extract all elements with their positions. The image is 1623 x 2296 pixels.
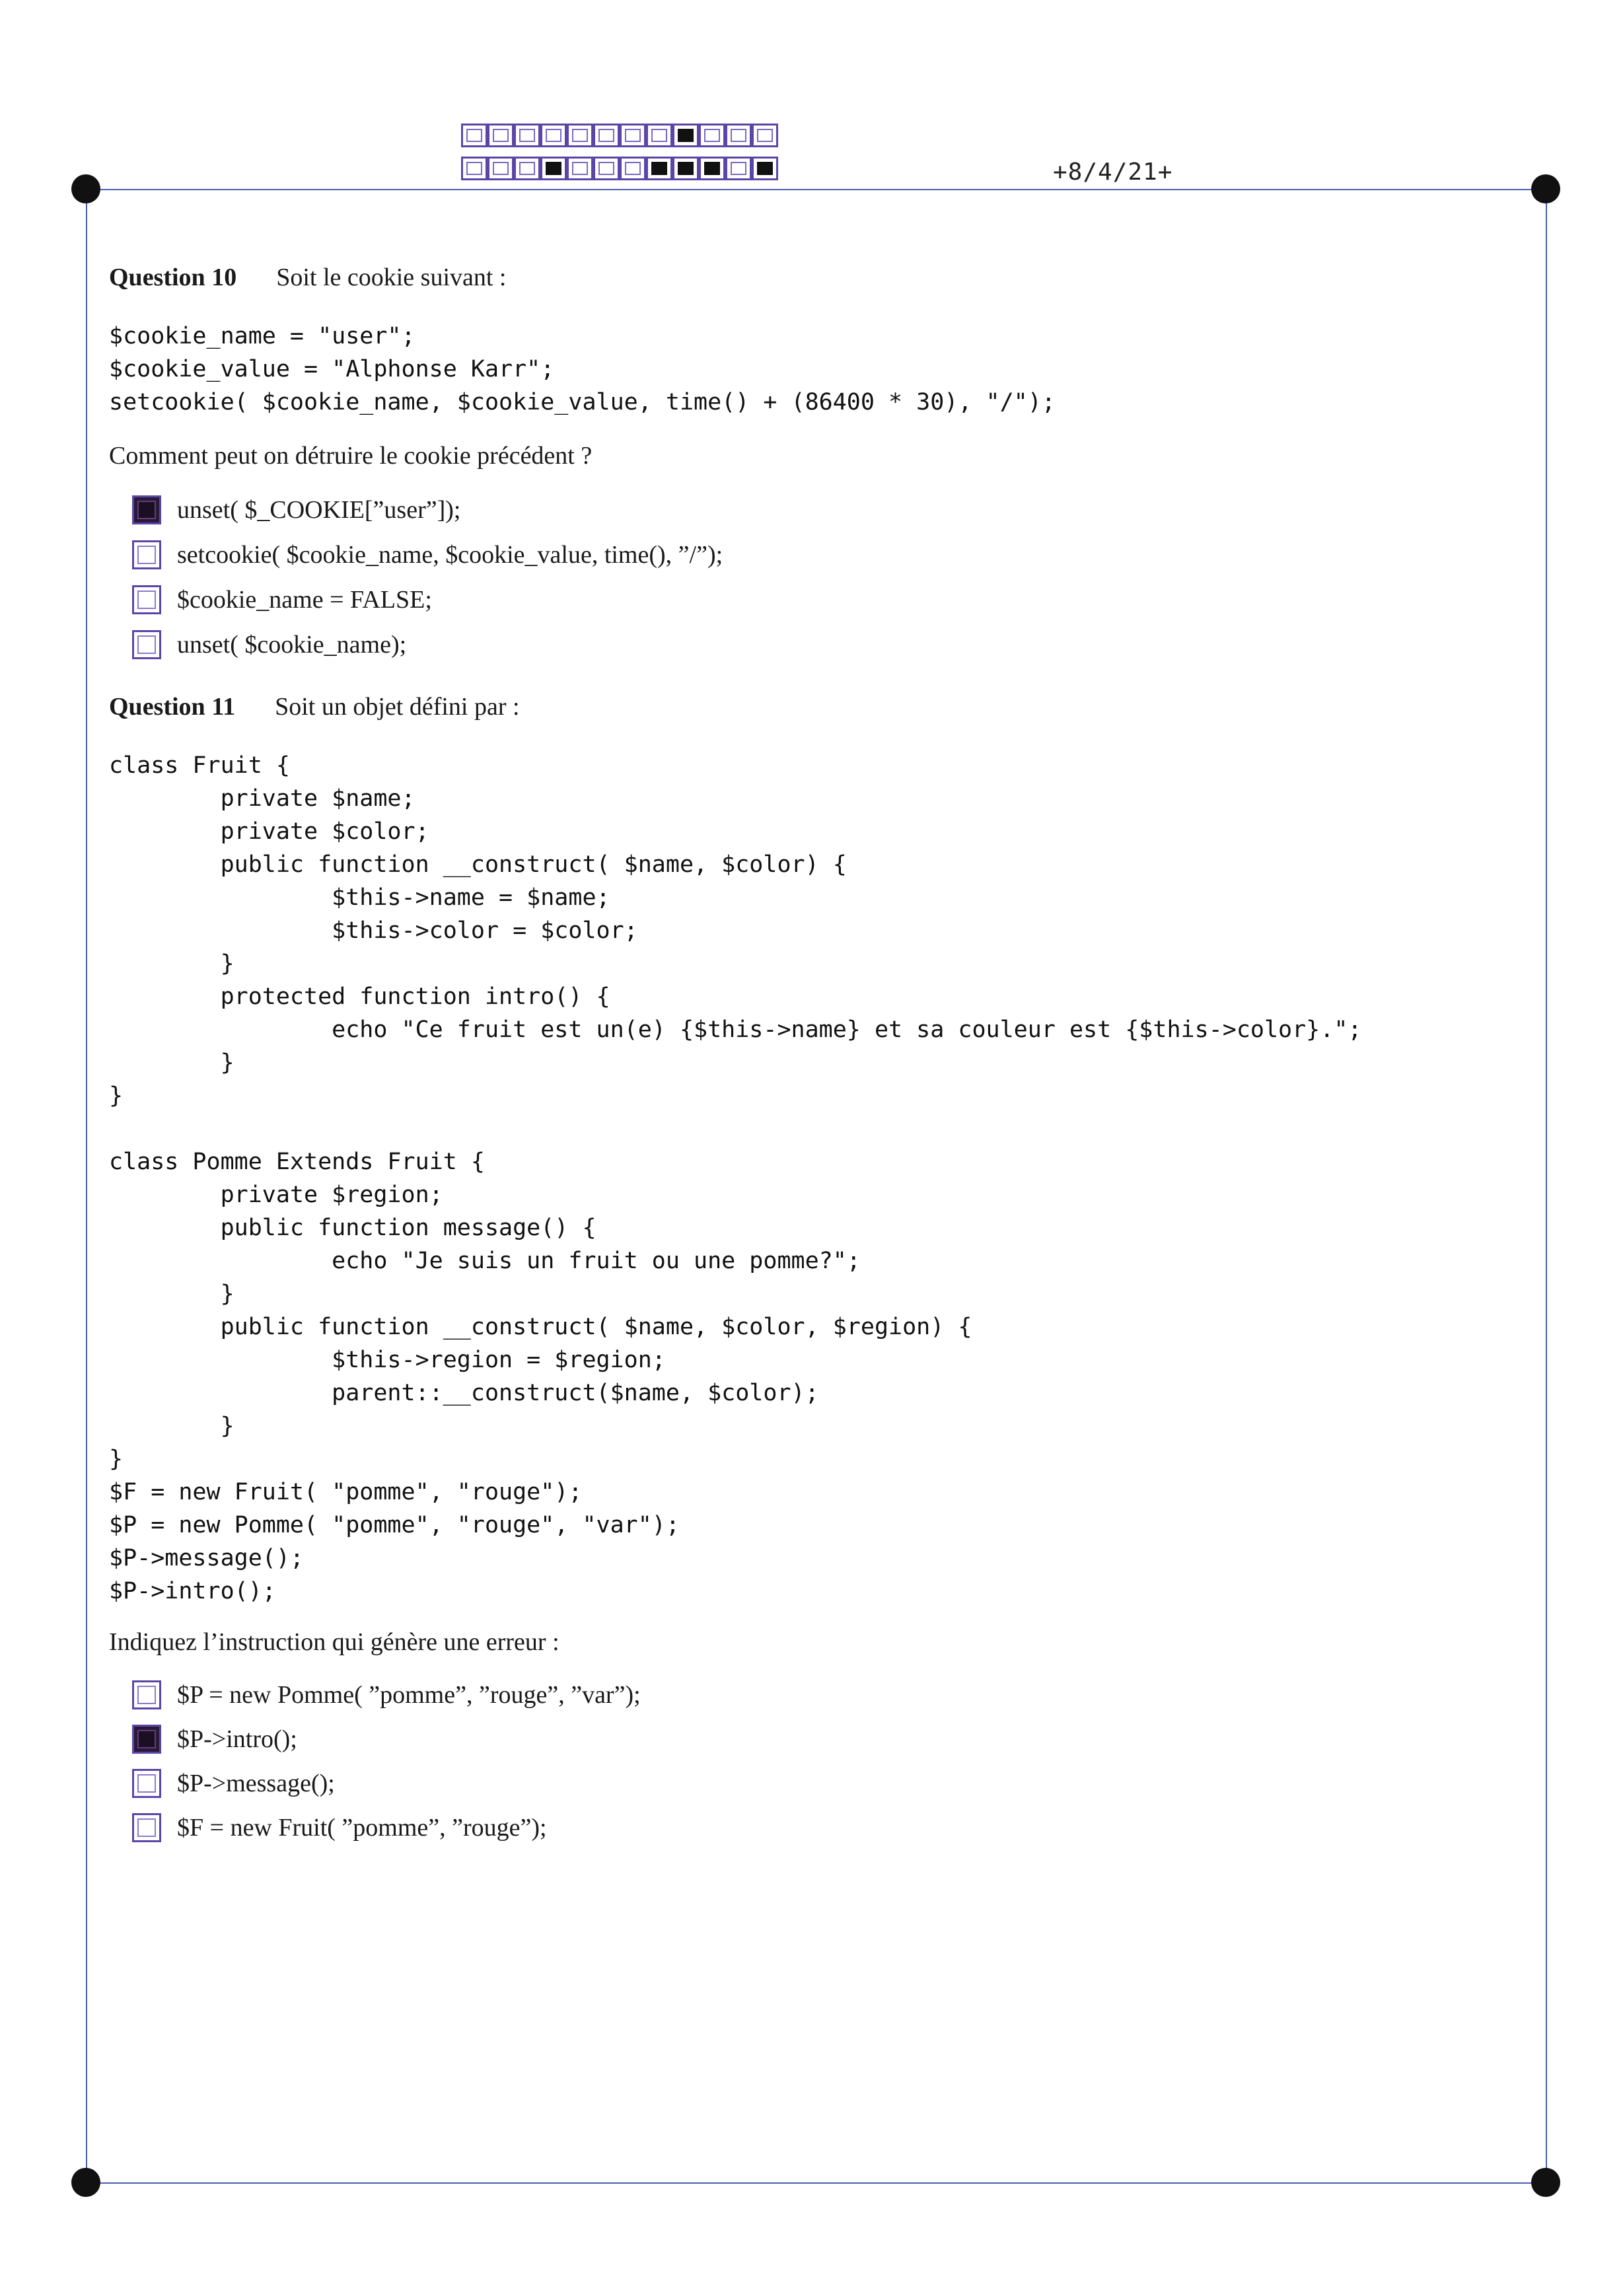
marker-cell xyxy=(514,157,540,180)
q10-answer-3[interactable] xyxy=(132,585,432,614)
frame-bottom-line xyxy=(86,2182,1559,2184)
q10-answer-1-checkbox[interactable] xyxy=(132,495,161,524)
q10-answer-2-label: setcookie( $cookie_name, $cookie_value, time(), ”/”); xyxy=(177,541,723,569)
q11-answer-2[interactable] xyxy=(132,1725,297,1754)
frame-right-line xyxy=(1546,189,1547,2184)
marker-cell xyxy=(646,124,672,147)
marker-cell xyxy=(593,157,620,180)
q11-answer-1-label: $P = new Pomme( ”pomme”, ”rouge”, ”var”); xyxy=(177,1681,641,1709)
corner-marker-bottom-left xyxy=(71,2168,100,2197)
marker-cell xyxy=(540,124,567,147)
marker-cell xyxy=(514,124,540,147)
marker-cell xyxy=(540,157,567,180)
corner-marker-bottom-right xyxy=(1531,2168,1560,2197)
page-marker-row-2 xyxy=(461,157,778,180)
question-10-text: Soit le cookie suivant : xyxy=(276,264,507,291)
question-11-prompt: Indiquez l’instruction qui génère une erreur : xyxy=(109,1628,559,1656)
marker-cell xyxy=(646,157,672,180)
marker-cell xyxy=(672,124,699,147)
q11-answer-3[interactable] xyxy=(132,1769,335,1798)
marker-cell xyxy=(752,157,778,180)
marker-cell xyxy=(752,124,778,147)
q10-answer-4-checkbox[interactable] xyxy=(132,630,161,659)
question-10-number: Question 10 xyxy=(109,264,237,291)
marker-cell xyxy=(725,124,752,147)
q11-answer-2-checkbox[interactable] xyxy=(132,1725,161,1754)
q11-answer-2-label: $P->intro(); xyxy=(177,1725,297,1753)
marker-cell xyxy=(620,124,646,147)
q10-answer-4[interactable] xyxy=(132,630,406,659)
question-10-prompt: Comment peut on détruire le cookie précédent ? xyxy=(109,442,593,470)
marker-cell xyxy=(672,157,699,180)
marker-cell xyxy=(593,124,620,147)
marker-cell xyxy=(567,124,593,147)
q11-answer-3-label: $P->message(); xyxy=(177,1770,335,1797)
corner-marker-top-right xyxy=(1531,174,1560,203)
corner-marker-top-left xyxy=(71,174,100,203)
marker-cell xyxy=(461,157,487,180)
q11-answer-3-checkbox[interactable] xyxy=(132,1769,161,1798)
question-10-code: $cookie_name = "user"; $cookie_value = "Alphonse Karr"; setcookie( $cookie_name, $cookie_value, time() + (86400 * 30), "/"); xyxy=(109,323,1056,415)
marker-cell xyxy=(620,157,646,180)
q10-answer-2[interactable] xyxy=(132,540,723,569)
question-11-header xyxy=(109,692,520,721)
q10-answer-1-label: unset( $_COOKIE[”user”]); xyxy=(177,496,461,524)
marker-cell xyxy=(725,157,752,180)
q11-answer-1-checkbox[interactable] xyxy=(132,1680,161,1709)
q10-answer-3-checkbox[interactable] xyxy=(132,585,161,614)
q10-answer-3-label: $cookie_name = FALSE; xyxy=(177,586,432,614)
marker-cell xyxy=(567,157,593,180)
question-10-header xyxy=(109,263,507,292)
frame-top-line xyxy=(86,189,1559,190)
marker-cell xyxy=(487,157,514,180)
q10-answer-1[interactable] xyxy=(132,495,460,524)
page-marker-row-1 xyxy=(461,124,778,147)
q11-answer-4[interactable] xyxy=(132,1813,547,1842)
question-11-code: class Fruit { private $name; private $color; public function __construct( $name, $color) { $this->name = $name; $this->color = $color; } protected function intro() { echo "Ce fruit est un(e) {$this->name} et sa couleur est {$this->color}."; } } class Pomme Extends Fruit { private $region; public function message() { echo "Je suis un fruit ou une pomme?"; } public function __construct( $name, $color, $region) { $this->region = $region; parent::__construct($name, $color); } } $F = new Fruit( "pomme", "rouge"); $P = new Pomme( "pomme", "rouge", "var"); $P->message(); $P->intro(); xyxy=(109,752,1362,1604)
marker-cell xyxy=(461,124,487,147)
q11-answer-1[interactable] xyxy=(132,1680,641,1709)
q11-answer-4-checkbox[interactable] xyxy=(132,1813,161,1842)
marker-cell xyxy=(699,157,725,180)
q10-answer-2-checkbox[interactable] xyxy=(132,540,161,569)
frame-left-line xyxy=(86,189,87,2184)
q10-answer-4-label: unset( $cookie_name); xyxy=(177,631,407,659)
page-id: +8/4/21+ xyxy=(1053,159,1173,186)
question-11-text: Soit un objet défini par : xyxy=(275,693,520,721)
question-11-number: Question 11 xyxy=(109,693,236,721)
marker-cell xyxy=(487,124,514,147)
marker-cell xyxy=(699,124,725,147)
q11-answer-4-label: $F = new Fruit( ”pomme”, ”rouge”); xyxy=(177,1814,547,1842)
